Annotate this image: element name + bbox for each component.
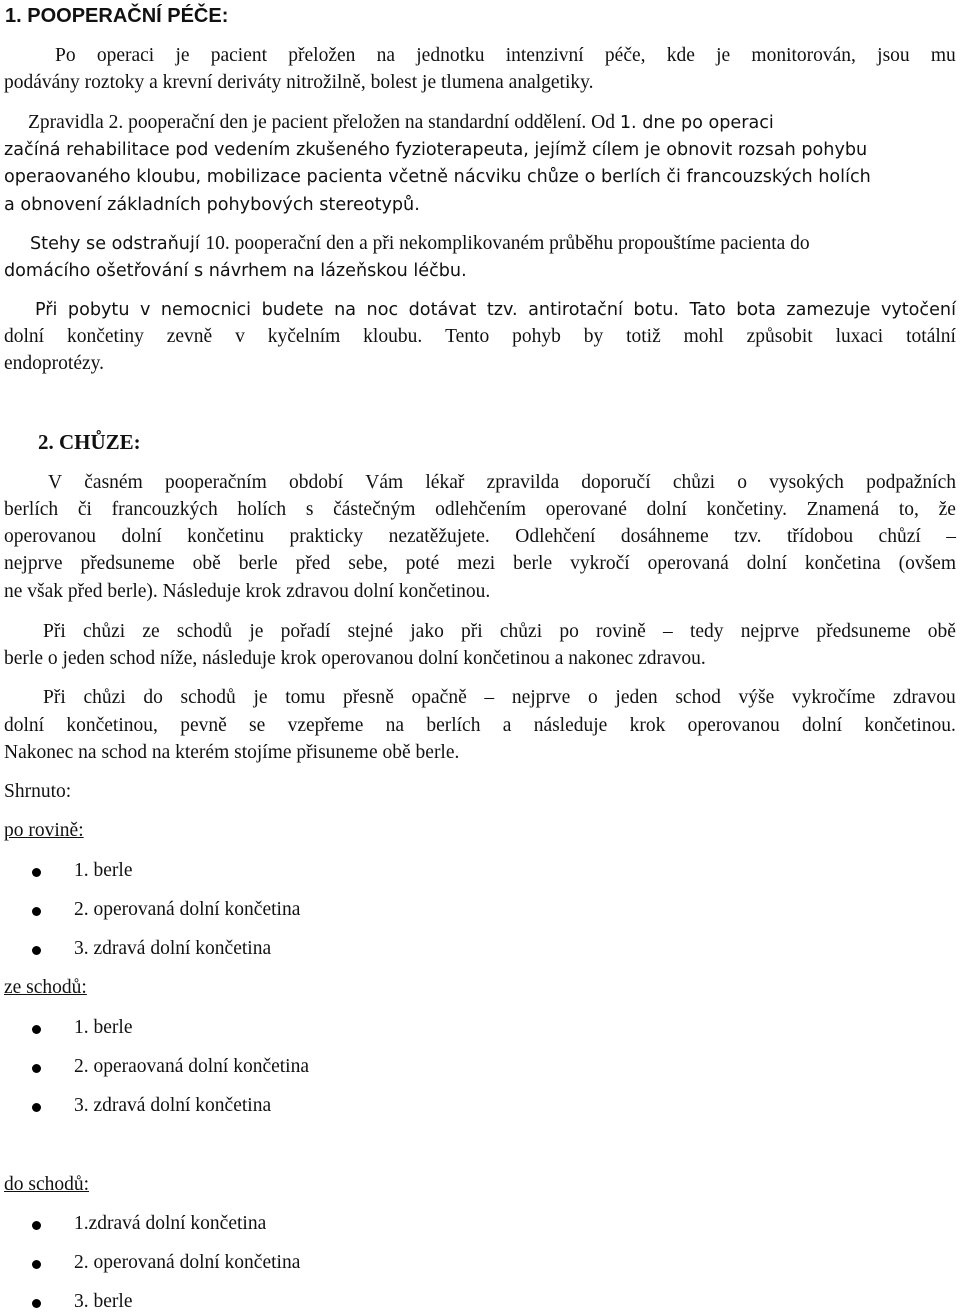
word: operovanou bbox=[687, 715, 780, 736]
s1-paragraph-4-line-1 bbox=[35, 298, 956, 322]
word: opačně bbox=[411, 687, 467, 708]
word: operovanou bbox=[4, 526, 97, 547]
word: schod bbox=[675, 687, 721, 708]
text-run-serif: Zpravidla 2. pooperační den je pacient přeložen na standardní oddělení. Od bbox=[28, 112, 620, 133]
bullet-icon bbox=[32, 1260, 41, 1269]
word: operovaná bbox=[647, 553, 729, 574]
word: – bbox=[484, 687, 495, 708]
word: kyčelním bbox=[267, 326, 341, 347]
word: chůzi bbox=[82, 621, 126, 642]
word: – bbox=[663, 621, 673, 642]
word: vykročí bbox=[570, 553, 630, 574]
word: o bbox=[737, 472, 747, 493]
list-item: 3. zdravá dolní končetina bbox=[74, 1095, 272, 1116]
s2-paragraph-1-line-3 bbox=[4, 525, 956, 549]
word: nejprve bbox=[740, 621, 800, 642]
s2-paragraph-1-line-4 bbox=[4, 552, 956, 576]
word: přesně bbox=[342, 687, 394, 708]
word: sebe, bbox=[348, 553, 388, 574]
word: tzv. bbox=[486, 300, 518, 320]
word: berlích bbox=[4, 499, 59, 520]
word: přeložen bbox=[288, 45, 356, 66]
section-2-heading: 2. CHŮZE: bbox=[38, 430, 141, 454]
word: výše bbox=[738, 687, 775, 708]
s1-paragraph-1-line-1 bbox=[55, 44, 956, 68]
word: obě bbox=[192, 553, 221, 574]
word: intenzivní bbox=[505, 45, 584, 66]
word: obě bbox=[927, 621, 956, 642]
word: končetinu bbox=[187, 526, 264, 547]
word: poté bbox=[405, 553, 440, 574]
word: mu bbox=[930, 45, 956, 66]
word: vzepřeme bbox=[287, 715, 364, 736]
word: stejné bbox=[347, 621, 394, 642]
word: období bbox=[288, 472, 344, 493]
word: chůzi bbox=[672, 472, 716, 493]
word: Tato bbox=[689, 300, 726, 320]
word: pacient bbox=[210, 45, 268, 66]
word: odlehčením bbox=[435, 499, 527, 520]
word: zevně bbox=[166, 326, 213, 347]
word: berle bbox=[238, 553, 278, 574]
word: Při bbox=[43, 621, 66, 642]
word: tomu bbox=[285, 687, 326, 708]
list-item: 1.zdravá dolní končetina bbox=[74, 1213, 267, 1234]
word: Odlehčení bbox=[515, 526, 596, 547]
bullet-icon bbox=[32, 868, 41, 877]
word: a bbox=[502, 715, 512, 736]
s1-paragraph-1-line-2: podávány roztoky a krevní deriváty nitrožilně, bolest je tlumena analgetiky. bbox=[4, 72, 594, 93]
word: při bbox=[461, 621, 483, 642]
word: Při bbox=[35, 300, 58, 320]
word: časném bbox=[84, 472, 143, 493]
word: kloubu. bbox=[363, 326, 423, 347]
word: zpravilda bbox=[486, 472, 560, 493]
word: chůzi bbox=[83, 687, 126, 708]
word: doporučí bbox=[581, 472, 651, 493]
word: luxaci bbox=[835, 326, 884, 347]
word: dolní bbox=[4, 326, 45, 347]
s2-paragraph-3-line-3: Nakonec na schod na kterém stojíme přisuneme obě berle. bbox=[4, 742, 460, 763]
s2-paragraph-3-line-1 bbox=[43, 686, 956, 710]
section-1-heading: 1. POOPERAČNÍ PÉČE: bbox=[5, 5, 229, 27]
word: dolní bbox=[646, 499, 687, 520]
s1-paragraph-3-line-1 bbox=[30, 232, 810, 256]
list-item: 2. operovaná dolní končetina bbox=[74, 899, 301, 920]
word: totální bbox=[906, 326, 956, 347]
list-item: 2. operovaná dolní končetina bbox=[74, 1252, 301, 1273]
summary-label: Shrnuto: bbox=[4, 781, 72, 802]
word: schodů bbox=[180, 687, 236, 708]
bullet-icon bbox=[32, 1064, 41, 1073]
word: na bbox=[385, 715, 405, 736]
word: v bbox=[235, 326, 245, 347]
bullet-icon bbox=[32, 1299, 41, 1308]
word: před bbox=[295, 553, 331, 574]
word: budete bbox=[261, 300, 324, 320]
word: holích bbox=[237, 499, 287, 520]
word: způsobit bbox=[746, 326, 813, 347]
word: je bbox=[175, 45, 190, 66]
word: či bbox=[77, 499, 92, 520]
word: dosáhneme bbox=[620, 526, 709, 547]
word: dolní bbox=[801, 715, 843, 736]
word: V bbox=[48, 472, 63, 493]
bullet-icon bbox=[32, 907, 41, 916]
word: francouzkých bbox=[111, 499, 218, 520]
word: končetiny. bbox=[706, 499, 787, 520]
word: noc bbox=[366, 300, 399, 320]
word: jako bbox=[410, 621, 444, 642]
word: dotávat bbox=[408, 300, 477, 320]
s1-paragraph-3-line-2: domácího ošetřování s návrhem na lázeňskou léčbu. bbox=[4, 261, 467, 281]
word: nejprve bbox=[511, 687, 571, 708]
word: částečným bbox=[333, 499, 416, 520]
word: ze bbox=[142, 621, 160, 642]
word: dolní bbox=[4, 715, 45, 736]
word: končetina bbox=[804, 553, 881, 574]
word: prakticky bbox=[289, 526, 364, 547]
word: o bbox=[588, 687, 598, 708]
word: Tento bbox=[445, 326, 490, 347]
bullet-icon bbox=[32, 1221, 41, 1230]
text-run-sans: 1. dne po operaci bbox=[619, 113, 774, 133]
word: dolní bbox=[121, 526, 162, 547]
word: jsou bbox=[877, 45, 910, 66]
word: třídobou bbox=[786, 526, 854, 547]
s2-paragraph-2-line-2: berle o jeden schod níže, následuje krok operovanou dolní končetinou a nakonec zdravou. bbox=[4, 648, 706, 669]
word: tedy bbox=[689, 621, 724, 642]
word: po bbox=[559, 621, 579, 642]
word: schodů bbox=[176, 621, 233, 642]
word: monitorován, bbox=[751, 45, 856, 66]
word: chůzí bbox=[878, 526, 921, 547]
word: pevně bbox=[180, 715, 227, 736]
word: rovině bbox=[596, 621, 646, 642]
word: to, bbox=[898, 499, 919, 520]
word: následuje bbox=[533, 715, 608, 736]
word: krok bbox=[629, 715, 666, 736]
group-label-do-schodu: do schodů: bbox=[4, 1174, 90, 1195]
text-run-sans: Stehy se odstraňují bbox=[30, 234, 206, 254]
word: chůzi bbox=[499, 621, 543, 642]
word: mezi bbox=[457, 553, 496, 574]
word: kde bbox=[666, 45, 695, 66]
word: operované bbox=[545, 499, 627, 520]
s1-paragraph-4-line-3: endoprotézy. bbox=[4, 353, 104, 374]
word: péče, bbox=[604, 45, 646, 66]
list-item: 1. berle bbox=[74, 1017, 133, 1038]
word: dolní bbox=[746, 553, 787, 574]
word: berle bbox=[513, 553, 553, 574]
s1-paragraph-2-line-1 bbox=[28, 111, 774, 135]
word: jednotku bbox=[416, 45, 485, 66]
text-run-serif: 10. pooperační den a při nekomplikovaném průběhu propouštíme pacienta do bbox=[205, 233, 810, 254]
word: pohyb bbox=[512, 326, 561, 347]
word: mohl bbox=[683, 326, 724, 347]
word: berlích bbox=[426, 715, 481, 736]
word: že bbox=[938, 499, 956, 520]
bullet-icon bbox=[32, 1025, 41, 1034]
word: do bbox=[143, 687, 163, 708]
word: lékař bbox=[425, 472, 465, 493]
word: s bbox=[305, 499, 314, 520]
word: (ovšem bbox=[898, 553, 956, 574]
word: je bbox=[253, 687, 268, 708]
group-label-ze-schodu: ze schodů: bbox=[4, 977, 87, 998]
word: tzv. bbox=[734, 526, 762, 547]
group-label-po-rovine: po rovině: bbox=[4, 820, 84, 841]
word: totiž bbox=[626, 326, 661, 347]
s1-paragraph-2-line-3: operaovaného kloubu, mobilizace pacienta včetně nácviku chůze o berlích či francouzských holích bbox=[4, 167, 871, 187]
word: jeden bbox=[615, 687, 658, 708]
s2-paragraph-1-line-1 bbox=[48, 471, 956, 495]
s1-paragraph-4-line-2 bbox=[4, 325, 956, 349]
word: na bbox=[334, 300, 357, 320]
word: Vám bbox=[365, 472, 404, 493]
s2-paragraph-1-line-5: ne však před berle). Následuje krok zdravou dolní končetinou. bbox=[4, 581, 491, 602]
word: vykročíme bbox=[791, 687, 876, 708]
list-item: 2. operaovaná dolní končetina bbox=[74, 1056, 309, 1077]
word: botu. bbox=[633, 300, 679, 320]
word: je bbox=[249, 621, 264, 642]
word: podpažních bbox=[866, 472, 956, 493]
word: se bbox=[249, 715, 266, 736]
word: nejprve bbox=[4, 553, 63, 574]
list-item: 3. berle bbox=[74, 1291, 133, 1312]
word: nezatěžujete. bbox=[388, 526, 490, 547]
bullet-icon bbox=[32, 1103, 41, 1112]
list-item: 3. zdravá dolní končetina bbox=[74, 938, 272, 959]
word: předsuneme bbox=[80, 553, 175, 574]
s2-paragraph-3-line-2 bbox=[4, 714, 956, 738]
s2-paragraph-1-line-2 bbox=[4, 498, 956, 522]
word: pořadí bbox=[280, 621, 331, 642]
word: končetinou, bbox=[66, 715, 158, 736]
word: by bbox=[583, 326, 604, 347]
word: bota bbox=[736, 300, 776, 320]
word: končetiny bbox=[66, 326, 144, 347]
word: vytočení bbox=[880, 300, 956, 320]
word: v bbox=[139, 300, 151, 320]
word: Znamená bbox=[806, 499, 880, 520]
s1-paragraph-2-line-2: začíná rehabilitace pod vedením zkušeného fyzioterapeuta, jejímž cílem je obnovit rozsah pohybu bbox=[4, 140, 868, 160]
word: operaci bbox=[96, 45, 155, 66]
s1-paragraph-2-line-4: a obnovení základních pohybových stereotypů. bbox=[4, 195, 420, 215]
list-item: 1. berle bbox=[74, 860, 133, 881]
word: – bbox=[946, 526, 956, 547]
word: předsuneme bbox=[816, 621, 911, 642]
word: Po bbox=[55, 45, 76, 66]
word: pooperačním bbox=[164, 472, 267, 493]
word: končetinou. bbox=[864, 715, 956, 736]
s2-paragraph-2-line-1 bbox=[43, 620, 956, 644]
word: nemocnici bbox=[160, 300, 252, 320]
word: na bbox=[376, 45, 396, 66]
word: zamezuje bbox=[786, 300, 871, 320]
word: zdravou bbox=[892, 687, 956, 708]
word: vysokých bbox=[769, 472, 844, 493]
word: Při bbox=[43, 687, 66, 708]
word: je bbox=[716, 45, 731, 66]
bullet-icon bbox=[32, 946, 41, 955]
word: pobytu bbox=[67, 300, 130, 320]
word: antirotační bbox=[528, 300, 623, 320]
